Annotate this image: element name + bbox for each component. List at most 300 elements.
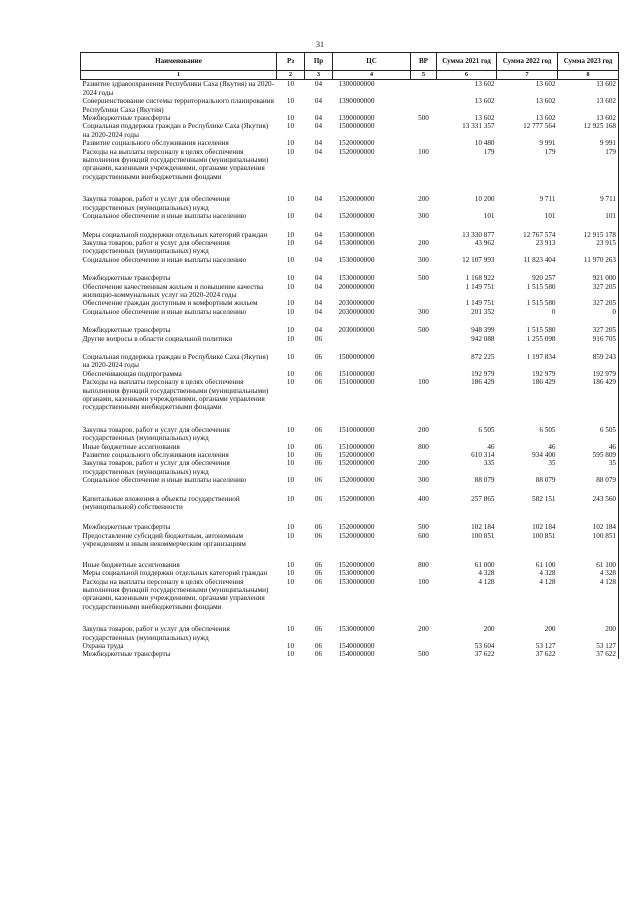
row-sum-2023-cell: 4 128 bbox=[558, 578, 619, 612]
row-name-cell: Охрана труда bbox=[82, 641, 124, 650]
row-name-cell: Социальное обеспечение и иные выплаты населению bbox=[82, 476, 247, 485]
row-cs-cell: 2030000000 bbox=[338, 326, 375, 335]
column-number: 5 bbox=[411, 71, 437, 80]
row-sum-2022-cell: 9 991 bbox=[539, 139, 556, 148]
row-pr-cell: 06 bbox=[314, 569, 323, 578]
row-rz-cell: 10 bbox=[286, 97, 295, 106]
row-pr-cell: 06 bbox=[314, 378, 323, 387]
row-rz-cell: 10 bbox=[286, 334, 295, 343]
row-sum-2022-cell: 37 622 bbox=[535, 650, 556, 659]
row-sum-2022-cell: 102 184 bbox=[532, 523, 556, 532]
row-vr-cell: 100 bbox=[418, 378, 429, 387]
row-sum-2022-cell: 192 979 bbox=[532, 369, 556, 378]
row-pr-cell: 04 bbox=[314, 147, 323, 156]
row-vr-cell: 500 bbox=[418, 274, 429, 283]
row-vr-cell: 500 bbox=[418, 326, 429, 335]
row-name-cell: Обеспечение граждан доступным и комфортным жильем bbox=[82, 299, 258, 308]
row-sum-2022-cell: 53 127 bbox=[535, 641, 556, 650]
row-sum-2022-cell: 4 128 bbox=[539, 577, 556, 586]
table-row bbox=[81, 611, 619, 642]
row-cs-cell: 1300000000 bbox=[338, 80, 375, 89]
row-sum-2021-cell: 46 bbox=[487, 442, 495, 451]
row-name-cell: Закупка товаров, работ и услуг для обеспечения государственных (муниципальных) нужд bbox=[82, 195, 230, 212]
row-sum-2021-cell: 200 bbox=[483, 625, 495, 634]
row-sum-2023-cell: 4 328 bbox=[558, 569, 619, 577]
row-vr-cell: 500 bbox=[418, 523, 429, 532]
row-sum-2021-cell: 192 979 bbox=[471, 369, 495, 378]
row-rz-cell: 10 bbox=[286, 238, 295, 247]
row-cs-cell: 1530000000 bbox=[338, 274, 375, 283]
row-sum-2023-cell: 595 809 bbox=[558, 451, 619, 459]
row-vr-cell bbox=[411, 283, 437, 300]
row-sum-2023-cell: 37 622 bbox=[558, 650, 619, 658]
row-sum-2022-cell: 61 100 bbox=[535, 560, 556, 569]
header-sum-2023: Сумма 2023 год bbox=[558, 53, 619, 71]
row-sum-2023-cell: 186 429 bbox=[558, 378, 619, 412]
table-row bbox=[81, 139, 619, 147]
row-sum-2023-cell: 327 205 bbox=[558, 299, 619, 307]
row-name-cell: Социальная поддержка граждан в Республике Саха (Якутия) на 2020-2024 годы bbox=[82, 352, 269, 370]
table-row bbox=[81, 476, 619, 484]
row-rz-cell: 10 bbox=[286, 451, 295, 460]
row-rz-cell: 10 bbox=[286, 212, 295, 221]
row-vr-cell: 100 bbox=[418, 577, 429, 586]
row-sum-2022-cell: 186 429 bbox=[532, 378, 556, 387]
row-sum-2022-cell: 4 328 bbox=[539, 569, 556, 578]
table-row bbox=[81, 578, 619, 612]
row-name-cell: Иные бюджетные ассигнования bbox=[82, 560, 180, 569]
row-sum-2022-cell: 0 bbox=[551, 307, 556, 316]
row-cs-cell: 1510000000 bbox=[338, 378, 375, 387]
row-cs-cell: 1530000000 bbox=[338, 230, 375, 239]
row-vr-cell: 100 bbox=[418, 147, 429, 156]
row-sum-2021-cell: 88 079 bbox=[474, 476, 495, 485]
row-rz-cell: 10 bbox=[286, 625, 295, 634]
row-name-cell: Иные бюджетные ассигнования bbox=[82, 442, 180, 451]
row-pr-cell: 06 bbox=[314, 523, 323, 532]
row-vr-cell: 300 bbox=[418, 255, 429, 264]
row-name-cell: Капитальные вложения в объекты государственной (муниципальной) собственности bbox=[82, 494, 240, 512]
table-row bbox=[81, 451, 619, 459]
row-name-cell: Закупка товаров, работ и услуг для обеспечения государственных (муниципальных) нужд bbox=[82, 459, 230, 476]
row-sum-2023-cell: 35 bbox=[558, 459, 619, 476]
row-sum-2021-cell: 1 149 751 bbox=[465, 282, 495, 291]
row-sum-2021-cell: 4 128 bbox=[478, 577, 495, 586]
row-sum-2021-cell: 948 399 bbox=[471, 326, 495, 335]
table-row bbox=[81, 221, 619, 239]
row-pr-cell: 06 bbox=[314, 494, 323, 503]
row-name-cell: Меры социальной поддержки отдельных категорий граждан bbox=[82, 569, 268, 578]
row-vr-cell: 200 bbox=[418, 459, 429, 468]
row-sum-2021-cell: 610 314 bbox=[471, 451, 495, 460]
row-vr-cell bbox=[411, 122, 437, 139]
row-pr-cell: 04 bbox=[314, 139, 323, 148]
row-sum-2022-cell: 88 079 bbox=[535, 476, 556, 485]
row-vr-cell bbox=[411, 299, 437, 307]
row-sum-2023-cell: 192 979 bbox=[558, 370, 619, 378]
row-pr-cell: 04 bbox=[314, 114, 323, 123]
row-sum-2022-cell: 11 823 404 bbox=[523, 255, 556, 264]
row-cs-cell: 1520000000 bbox=[338, 212, 375, 221]
row-sum-2022-cell: 200 bbox=[544, 625, 556, 634]
row-sum-2023-cell: 46 bbox=[558, 443, 619, 451]
row-name-cell: Расходы на выплаты персоналу в целях обеспечения выполнения функций государственными (муниципальными) органами, казенными учреждениями, органами управления государственными внебюджетными фондами bbox=[82, 577, 269, 611]
row-sum-2021-cell: 37 622 bbox=[474, 650, 495, 659]
row-sum-2023-cell: 88 079 bbox=[558, 476, 619, 484]
row-name-cell: Совершенствование системы территориального планирования Республики Саха (Якутия) bbox=[82, 97, 274, 114]
row-sum-2023-cell: 9 991 bbox=[558, 139, 619, 147]
row-rz-cell: 10 bbox=[286, 326, 295, 335]
row-rz-cell: 10 bbox=[286, 147, 295, 156]
row-sum-2021-cell: 100 851 bbox=[471, 531, 495, 540]
row-rz-cell: 10 bbox=[286, 114, 295, 123]
row-sum-2023-cell: 13 602 bbox=[558, 114, 619, 122]
row-vr-cell: 800 bbox=[418, 560, 429, 569]
row-sum-2021-cell: 1 168 922 bbox=[465, 274, 495, 283]
row-sum-2022-cell: 35 bbox=[548, 459, 556, 468]
row-rz-cell: 10 bbox=[286, 369, 295, 378]
row-sum-2023-cell: 200 bbox=[558, 611, 619, 642]
table-row bbox=[81, 181, 619, 212]
table-row bbox=[81, 549, 619, 569]
row-sum-2021-cell: 43 962 bbox=[474, 238, 495, 247]
row-cs-cell: 1500000000 bbox=[338, 122, 375, 131]
column-number: 2 bbox=[277, 71, 305, 80]
row-name-cell: Обеспечение качественным жильем и повышение качества жилищно-коммунальных услуг на 2020-2024 годы bbox=[82, 282, 264, 299]
column-number: 4 bbox=[333, 71, 411, 80]
row-name-cell: Социальное обеспечение и иные выплаты населению bbox=[82, 307, 247, 316]
row-sum-2022-cell: 13 602 bbox=[535, 97, 556, 106]
row-sum-2021-cell: 102 184 bbox=[471, 523, 495, 532]
row-pr-cell: 04 bbox=[314, 326, 323, 335]
row-sum-2021-cell: 257 865 bbox=[471, 494, 495, 503]
row-vr-cell: 500 bbox=[418, 650, 429, 659]
table-row bbox=[81, 511, 619, 531]
row-sum-2022-cell: 1 515 580 bbox=[526, 299, 556, 308]
table-row bbox=[81, 299, 619, 307]
row-sum-2021-cell: 13 602 bbox=[474, 80, 495, 89]
table-row bbox=[81, 370, 619, 378]
table-row bbox=[81, 335, 619, 343]
row-sum-2023-cell: 13 602 bbox=[558, 80, 619, 97]
row-rz-cell: 10 bbox=[286, 476, 295, 485]
row-cs-cell: 2030000000 bbox=[338, 307, 375, 316]
row-cs-cell: 1520000000 bbox=[338, 494, 375, 503]
row-sum-2023-cell: 859 243 bbox=[558, 343, 619, 370]
row-cs-cell: 1520000000 bbox=[338, 459, 375, 468]
row-vr-cell: 500 bbox=[418, 114, 429, 123]
row-pr-cell: 06 bbox=[314, 442, 323, 451]
row-pr-cell: 04 bbox=[314, 212, 323, 221]
row-rz-cell: 10 bbox=[286, 282, 295, 291]
row-vr-cell: 300 bbox=[418, 212, 429, 221]
row-rz-cell: 10 bbox=[286, 122, 295, 131]
row-sum-2022-cell: 13 602 bbox=[535, 80, 556, 89]
row-rz-cell: 10 bbox=[286, 299, 295, 308]
row-sum-2021-cell: 1 149 751 bbox=[465, 299, 495, 308]
row-pr-cell: 06 bbox=[314, 560, 323, 569]
row-cs-cell: 1510000000 bbox=[338, 442, 375, 451]
table-row bbox=[81, 114, 619, 122]
table-row bbox=[81, 532, 619, 549]
row-sum-2021-cell: 12 107 993 bbox=[462, 255, 495, 264]
row-name-cell: Развитие социального обслуживания населения bbox=[82, 451, 229, 460]
page-number: 31 bbox=[316, 40, 324, 49]
row-rz-cell: 10 bbox=[286, 641, 295, 650]
column-number: 6 bbox=[437, 71, 497, 80]
row-sum-2023-cell: 13 602 bbox=[558, 97, 619, 114]
row-rz-cell: 10 bbox=[286, 569, 295, 578]
row-pr-cell: 04 bbox=[314, 230, 323, 239]
row-pr-cell: 06 bbox=[314, 577, 323, 586]
row-name-cell: Развитие социального обслуживания населения bbox=[82, 139, 229, 148]
row-pr-cell: 04 bbox=[314, 307, 323, 316]
row-cs-cell: 1520000000 bbox=[338, 560, 375, 569]
row-name-cell: Обеспечивающая подпрограмма bbox=[82, 369, 182, 378]
row-cs-cell: 1520000000 bbox=[338, 139, 375, 148]
row-name-cell: Предоставление субсидий бюджетным, автономным учреждениям и иным некоммерческим организациям bbox=[82, 531, 246, 549]
row-rz-cell: 10 bbox=[286, 255, 295, 264]
row-sum-2022-cell: 13 602 bbox=[535, 114, 556, 123]
table-row bbox=[81, 80, 619, 97]
header-vr: ВР bbox=[411, 53, 437, 71]
row-cs-cell: 1500000000 bbox=[338, 352, 375, 361]
row-vr-cell: 400 bbox=[418, 494, 429, 503]
row-cs-cell: 1520000000 bbox=[338, 523, 375, 532]
row-sum-2023-cell: 9 711 bbox=[558, 181, 619, 212]
row-vr-cell: 200 bbox=[418, 625, 429, 634]
row-name-cell: Закупка товаров, работ и услуг для обеспечения государственных (муниципальных) нужд bbox=[82, 425, 230, 443]
row-rz-cell: 10 bbox=[286, 459, 295, 468]
row-pr-cell: 04 bbox=[314, 255, 323, 264]
row-sum-2021-cell: 942 088 bbox=[471, 334, 495, 343]
row-sum-2023-cell: 102 184 bbox=[558, 511, 619, 531]
header-pr: Пр bbox=[305, 53, 333, 71]
row-sum-2023-cell: 12 915 178 bbox=[558, 221, 619, 239]
row-pr-cell: 06 bbox=[314, 531, 323, 540]
row-cs-cell: 1530000000 bbox=[338, 569, 375, 578]
table-row bbox=[81, 443, 619, 451]
row-cs-cell: 1510000000 bbox=[338, 369, 375, 378]
row-pr-cell: 04 bbox=[314, 122, 323, 131]
row-sum-2022-cell: 23 913 bbox=[535, 238, 556, 247]
row-name-cell: Социальное обеспечение и иные выплаты населению bbox=[82, 212, 247, 221]
row-sum-2022-cell: 1 255 098 bbox=[526, 334, 556, 343]
header-cs: ЦС bbox=[333, 53, 411, 71]
row-vr-cell bbox=[411, 451, 437, 459]
row-pr-cell: 06 bbox=[314, 459, 323, 468]
row-sum-2022-cell: 6 505 bbox=[539, 425, 556, 434]
row-vr-cell bbox=[411, 221, 437, 239]
row-pr-cell: 06 bbox=[314, 425, 323, 434]
row-vr-cell bbox=[411, 139, 437, 147]
row-vr-cell bbox=[411, 97, 437, 114]
table-row bbox=[81, 122, 619, 139]
table-row bbox=[81, 485, 619, 512]
table-row bbox=[81, 256, 619, 264]
row-name-cell: Межбюджетные трансферты bbox=[82, 650, 171, 659]
row-vr-cell: 200 bbox=[418, 425, 429, 434]
column-number: 3 bbox=[305, 71, 333, 80]
row-pr-cell: 04 bbox=[314, 282, 323, 291]
row-name-cell: Закупка товаров, работ и услуг для обеспечения государственных (муниципальных) нужд bbox=[82, 625, 230, 642]
row-rz-cell: 10 bbox=[286, 442, 295, 451]
row-name-cell: Межбюджетные трансферты bbox=[82, 114, 171, 123]
row-rz-cell: 10 bbox=[286, 307, 295, 316]
row-rz-cell: 10 bbox=[286, 494, 295, 503]
row-sum-2023-cell: 916 705 bbox=[558, 335, 619, 343]
table-row bbox=[81, 308, 619, 316]
row-cs-cell: 2030000000 bbox=[338, 299, 375, 308]
row-sum-2023-cell: 0 bbox=[558, 308, 619, 316]
table-row bbox=[81, 212, 619, 220]
row-sum-2021-cell: 101 bbox=[483, 212, 495, 221]
row-sum-2023-cell: 6 505 bbox=[558, 412, 619, 443]
row-cs-cell: 1390000000 bbox=[338, 114, 375, 123]
column-number: 8 bbox=[558, 71, 619, 80]
row-vr-cell bbox=[411, 370, 437, 378]
row-sum-2023-cell: 327 205 bbox=[558, 283, 619, 300]
row-sum-2022-cell: 179 bbox=[544, 147, 556, 156]
row-sum-2021-cell: 13 602 bbox=[474, 97, 495, 106]
row-pr-cell: 06 bbox=[314, 625, 323, 634]
column-number-row bbox=[81, 71, 619, 80]
row-cs-cell: 1530000000 bbox=[338, 625, 375, 634]
row-cs-cell: 2000000000 bbox=[338, 282, 375, 291]
row-sum-2022-cell: 46 bbox=[548, 442, 556, 451]
row-rz-cell: 10 bbox=[286, 560, 295, 569]
row-sum-2021-cell: 53 604 bbox=[474, 641, 495, 650]
header-row bbox=[81, 53, 619, 71]
row-rz-cell: 10 bbox=[286, 352, 295, 361]
row-sum-2021-cell: 179 bbox=[483, 147, 495, 156]
row-rz-cell: 10 bbox=[286, 139, 295, 148]
row-name-cell: Межбюджетные трансферты bbox=[82, 523, 171, 532]
row-rz-cell: 10 bbox=[286, 274, 295, 283]
row-sum-2022-cell: 1 515 580 bbox=[526, 326, 556, 335]
row-name-cell: Меры социальной поддержки отдельных категорий граждан bbox=[82, 230, 268, 239]
row-vr-cell: 300 bbox=[418, 307, 429, 316]
row-sum-2023-cell: 23 915 bbox=[558, 239, 619, 256]
table-row bbox=[81, 650, 619, 658]
row-rz-cell: 10 bbox=[286, 378, 295, 387]
row-rz-cell: 10 bbox=[286, 80, 295, 89]
table-row bbox=[81, 569, 619, 577]
table-row bbox=[81, 459, 619, 476]
row-name-cell: Межбюджетные трансферты bbox=[82, 326, 171, 335]
row-vr-cell: 600 bbox=[418, 531, 429, 540]
row-sum-2021-cell: 872 225 bbox=[471, 352, 495, 361]
row-cs-cell: 1530000000 bbox=[338, 238, 375, 247]
table-row bbox=[81, 316, 619, 334]
row-sum-2021-cell: 201 352 bbox=[471, 307, 495, 316]
row-name-cell: Другие вопросы в области социальной политики bbox=[82, 334, 233, 343]
row-vr-cell bbox=[411, 569, 437, 577]
row-cs-cell: 1520000000 bbox=[338, 147, 375, 156]
row-cs-cell: 1530000000 bbox=[338, 577, 375, 586]
row-vr-cell bbox=[411, 335, 437, 343]
row-rz-cell: 10 bbox=[286, 195, 295, 204]
table-row bbox=[81, 239, 619, 256]
row-name-cell: Социальная поддержка граждан в Республике Саха (Якутия) на 2020-2024 годы bbox=[82, 122, 269, 139]
row-rz-cell: 10 bbox=[286, 650, 295, 659]
row-cs-cell: 1520000000 bbox=[338, 531, 375, 540]
table-row bbox=[81, 343, 619, 370]
row-name-cell: Расходы на выплаты персоналу в целях обеспечения выполнения функций государственными (муниципальными) органами, казенными учреждениями, органами управления государственными внебюджетными фондами bbox=[82, 378, 269, 412]
row-sum-2022-cell: 100 851 bbox=[532, 531, 556, 540]
row-vr-cell: 200 bbox=[418, 238, 429, 247]
column-number: 7 bbox=[497, 71, 558, 80]
row-sum-2022-cell: 101 bbox=[544, 212, 556, 221]
row-sum-2021-cell: 186 429 bbox=[471, 378, 495, 387]
table-header bbox=[81, 53, 619, 80]
header-name: Наименование bbox=[81, 53, 277, 71]
table-row bbox=[81, 148, 619, 182]
row-pr-cell: 04 bbox=[314, 274, 323, 283]
row-sum-2022-cell: 582 151 bbox=[532, 494, 556, 503]
row-sum-2021-cell: 13 331 357 bbox=[462, 122, 495, 131]
row-sum-2023-cell: 100 851 bbox=[558, 532, 619, 549]
row-name-cell: Социальное обеспечение и иные выплаты населению bbox=[82, 255, 247, 264]
row-vr-cell: 200 bbox=[418, 195, 429, 204]
row-sum-2022-cell: 920 257 bbox=[532, 274, 556, 283]
row-name-cell: Закупка товаров, работ и услуг для обеспечения государственных (муниципальных) нужд bbox=[82, 238, 230, 256]
row-pr-cell: 06 bbox=[314, 641, 323, 650]
header-sum-2021: Сумма 2021 год bbox=[437, 53, 497, 71]
row-sum-2023-cell: 12 925 168 bbox=[558, 122, 619, 139]
header-sum-2022: Сумма 2022 год bbox=[497, 53, 558, 71]
row-rz-cell: 10 bbox=[286, 230, 295, 239]
row-sum-2021-cell: 61 000 bbox=[474, 560, 495, 569]
row-sum-2021-cell: 13 602 bbox=[474, 114, 495, 123]
row-pr-cell: 06 bbox=[314, 476, 323, 485]
row-sum-2022-cell: 12 767 574 bbox=[523, 230, 556, 239]
table-row bbox=[81, 378, 619, 412]
row-vr-cell: 300 bbox=[418, 476, 429, 485]
row-name-cell: Развитие здравоохранения Республики Саха (Якутия) на 2020-2024 годы bbox=[82, 80, 275, 97]
row-rz-cell: 10 bbox=[286, 523, 295, 532]
row-cs-cell: 1390000000 bbox=[338, 97, 375, 106]
row-sum-2022-cell: 1 197 834 bbox=[526, 352, 556, 361]
row-pr-cell: 06 bbox=[314, 352, 323, 361]
row-sum-2023-cell: 11 970 263 bbox=[558, 256, 619, 264]
row-pr-cell: 06 bbox=[314, 369, 323, 378]
table-row bbox=[81, 283, 619, 300]
row-sum-2023-cell: 243 560 bbox=[558, 485, 619, 512]
row-sum-2023-cell: 53 127 bbox=[558, 642, 619, 650]
row-pr-cell: 04 bbox=[314, 195, 323, 204]
budget-table bbox=[80, 52, 619, 659]
row-sum-2022-cell: 934 400 bbox=[532, 451, 556, 460]
table-row bbox=[81, 97, 619, 114]
row-sum-2022-cell: 9 711 bbox=[539, 195, 556, 204]
table-row bbox=[81, 412, 619, 443]
table-row bbox=[81, 642, 619, 650]
row-cs-cell bbox=[333, 335, 411, 343]
row-cs-cell: 1540000000 bbox=[338, 650, 375, 659]
row-pr-cell: 04 bbox=[314, 238, 323, 247]
row-pr-cell: 04 bbox=[314, 299, 323, 308]
row-sum-2023-cell: 921 000 bbox=[558, 264, 619, 282]
row-pr-cell: 04 bbox=[314, 80, 323, 89]
budget-table-container bbox=[80, 52, 616, 659]
row-cs-cell: 1520000000 bbox=[338, 195, 375, 204]
row-sum-2023-cell: 61 100 bbox=[558, 549, 619, 569]
table-row bbox=[81, 264, 619, 282]
row-sum-2023-cell: 179 bbox=[558, 148, 619, 182]
row-sum-2023-cell: 327 205 bbox=[558, 316, 619, 334]
row-sum-2021-cell: 335 bbox=[483, 459, 495, 468]
